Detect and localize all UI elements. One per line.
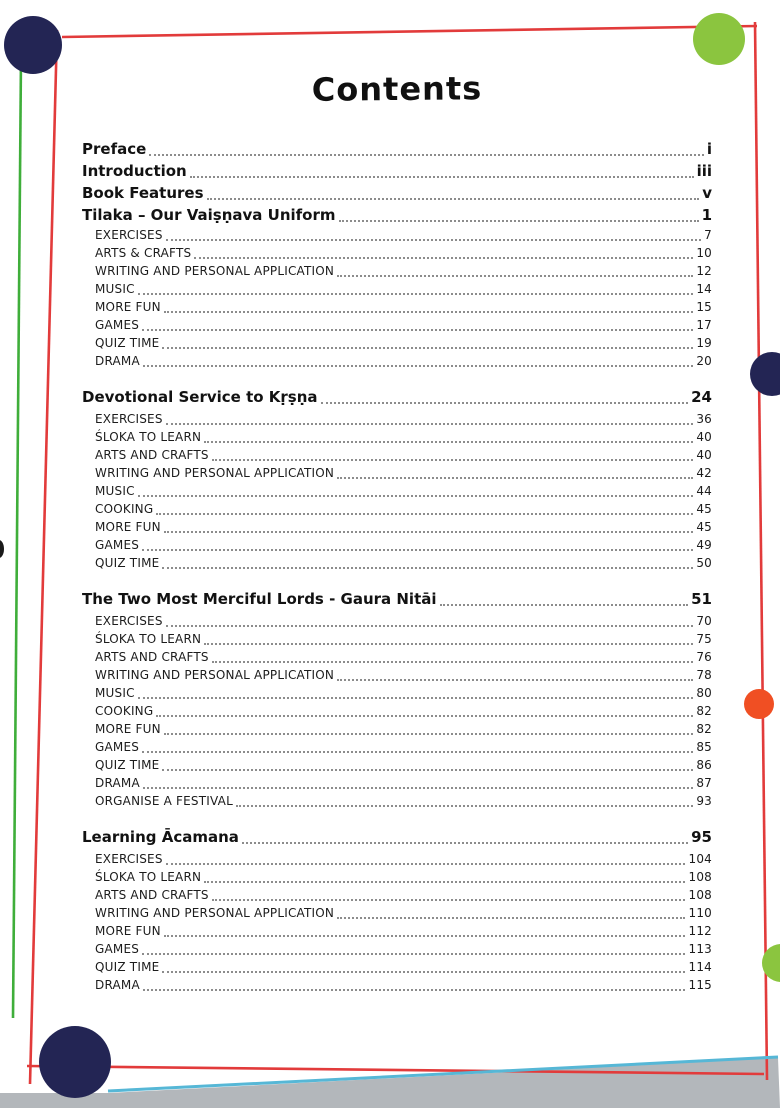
toc-entry-label: Book Features xyxy=(82,184,204,202)
dotted-leader xyxy=(162,971,685,973)
toc-entry-page: 7 xyxy=(704,228,712,242)
toc-group xyxy=(82,386,712,572)
toc-entry-page: 40 xyxy=(696,430,712,444)
toc-entry-page: 44 xyxy=(696,484,712,498)
scan-background-strip xyxy=(0,1058,780,1108)
toc-entry-label: GAMES xyxy=(95,538,140,552)
dotted-leader xyxy=(142,329,693,331)
dotted-leader xyxy=(156,513,693,515)
toc-entry-page: 17 xyxy=(696,318,712,332)
dotted-leader xyxy=(321,402,689,404)
dotted-leader xyxy=(164,733,694,735)
dotted-leader xyxy=(207,198,700,200)
toc-entry-page: 85 xyxy=(696,740,712,754)
toc-entry-label: QUIZ TIME xyxy=(95,758,160,772)
toc-sub-entry xyxy=(82,720,712,738)
green-accent-line xyxy=(13,57,21,1018)
toc-entry-page: 87 xyxy=(696,776,712,790)
toc-entry-page: v xyxy=(702,184,712,202)
toc-entry-label: MORE FUN xyxy=(95,924,161,938)
dotted-leader xyxy=(440,604,689,606)
toc-sub-entry xyxy=(82,886,712,904)
toc-entry-page: 45 xyxy=(696,502,712,516)
toc-entry-label: EXERCISES xyxy=(95,614,163,628)
toc-entry-label: Tilaka – Our Vaiṣṇava Uniform xyxy=(82,206,336,224)
toc-entry-page: 115 xyxy=(688,978,712,992)
red-border-right xyxy=(755,22,767,1080)
dotted-leader xyxy=(236,805,693,807)
toc-entry-label: WRITING AND PERSONAL APPLICATION xyxy=(95,906,335,920)
dotted-leader xyxy=(142,953,685,955)
toc-chapter-entry xyxy=(82,826,712,848)
toc-entry-page: 82 xyxy=(696,704,712,718)
toc-entry-label: Introduction xyxy=(82,162,187,180)
edge-mark xyxy=(0,540,4,558)
toc-sub-entry xyxy=(82,518,712,536)
toc-sub-entry xyxy=(82,940,712,958)
navy-circle-right xyxy=(750,352,780,396)
dotted-leader xyxy=(162,347,693,349)
toc-sub-entry xyxy=(82,226,712,244)
toc-entry-page: 82 xyxy=(696,722,712,736)
dotted-leader xyxy=(142,549,693,551)
dotted-leader xyxy=(143,365,693,367)
toc-entry-page: 75 xyxy=(696,632,712,646)
dotted-leader xyxy=(212,899,686,901)
red-border-left xyxy=(30,30,57,1084)
toc-entry-label: Preface xyxy=(82,140,147,158)
orange-circle-right xyxy=(744,689,774,719)
dotted-leader xyxy=(143,989,686,991)
toc-entry-label: WRITING AND PERSONAL APPLICATION xyxy=(95,668,335,682)
dotted-leader xyxy=(164,935,686,937)
toc-entry-page: 20 xyxy=(696,354,712,368)
toc-entry-label: MORE FUN xyxy=(95,520,161,534)
toc-chapter-entry xyxy=(82,160,712,182)
toc-sub-entry xyxy=(82,316,712,334)
dotted-leader xyxy=(138,697,694,699)
dotted-leader xyxy=(194,257,693,259)
toc-group xyxy=(82,826,712,994)
dotted-leader xyxy=(204,643,693,645)
toc-sub-entry xyxy=(82,536,712,554)
toc-chapter-entry xyxy=(82,588,712,610)
toc-chapter-entry xyxy=(82,204,712,226)
toc-entry-page: 49 xyxy=(696,538,712,552)
contents-page xyxy=(82,70,712,994)
toc-sub-entry xyxy=(82,702,712,720)
toc-sub-entry xyxy=(82,922,712,940)
dotted-leader xyxy=(190,176,694,178)
toc-entry-label: ŚLOKA TO LEARN xyxy=(95,870,202,884)
toc-entry-label: Learning Ācamana xyxy=(82,828,239,846)
toc-entry-page: 45 xyxy=(696,520,712,534)
dotted-leader xyxy=(142,751,693,753)
toc-entry-page: 24 xyxy=(691,388,712,406)
toc-entry-page: 50 xyxy=(696,556,712,570)
red-border-top xyxy=(62,26,757,37)
dotted-leader xyxy=(166,863,686,865)
toc-sub-entry xyxy=(82,774,712,792)
toc-group xyxy=(82,138,712,370)
toc-chapter-entry xyxy=(82,138,712,160)
toc-entry-page: 76 xyxy=(696,650,712,664)
toc-chapter-entry xyxy=(82,182,712,204)
toc-sub-entry xyxy=(82,280,712,298)
dotted-leader xyxy=(156,715,693,717)
toc-entry-label: GAMES xyxy=(95,942,140,956)
toc-sub-entry xyxy=(82,792,712,810)
toc-entry-page: 86 xyxy=(696,758,712,772)
dotted-leader xyxy=(166,423,694,425)
toc-entry-label: EXERCISES xyxy=(95,412,163,426)
toc-sub-entry xyxy=(82,850,712,868)
toc-entry-page: 108 xyxy=(688,888,712,902)
toc-entry-page: 36 xyxy=(696,412,712,426)
dotted-leader xyxy=(164,311,694,313)
toc-entry-label: MORE FUN xyxy=(95,300,161,314)
toc-entry-label: ORGANISE A FESTIVAL xyxy=(95,794,233,808)
toc-entry-label: DRAMA xyxy=(95,776,140,790)
dotted-leader xyxy=(212,459,694,461)
toc-sub-entry xyxy=(82,904,712,922)
toc-entry-label: COOKING xyxy=(95,704,154,718)
toc-entry-page: 70 xyxy=(696,614,712,628)
toc-sub-entry xyxy=(82,446,712,464)
navy-circle-top-left xyxy=(4,16,62,74)
toc-sub-entry xyxy=(82,976,712,994)
dotted-leader xyxy=(166,239,701,241)
toc-entry-label: QUIZ TIME xyxy=(95,960,160,974)
toc-entry-page: 114 xyxy=(688,960,712,974)
dotted-leader xyxy=(149,154,704,156)
navy-circle-bottom-left xyxy=(39,1026,111,1098)
toc-entry-page: 112 xyxy=(688,924,712,938)
toc-entry-label: WRITING AND PERSONAL APPLICATION xyxy=(95,264,335,278)
toc-entry-page: 1 xyxy=(701,206,712,224)
toc-sub-entry xyxy=(82,738,712,756)
toc-entry-page: 15 xyxy=(696,300,712,314)
toc-entry-label: ŚLOKA TO LEARN xyxy=(95,430,202,444)
toc-sub-entry xyxy=(82,500,712,518)
toc-entry-page: 113 xyxy=(688,942,712,956)
toc-entry-label: GAMES xyxy=(95,740,140,754)
toc-sub-entry xyxy=(82,666,712,684)
toc-sub-entry xyxy=(82,756,712,774)
toc-entry-label: WRITING AND PERSONAL APPLICATION xyxy=(95,466,335,480)
toc-chapter-entry xyxy=(82,386,712,408)
toc-entry-label: COOKING xyxy=(95,502,154,516)
toc-entry-page: 93 xyxy=(696,794,712,808)
toc-entry-page: 78 xyxy=(696,668,712,682)
page-title: Contents xyxy=(311,69,483,109)
toc-entry-page: 51 xyxy=(691,590,712,608)
dotted-leader xyxy=(204,881,685,883)
toc-sub-entry xyxy=(82,334,712,352)
toc-sub-entry xyxy=(82,352,712,370)
dotted-leader xyxy=(337,679,693,681)
toc-sub-entry xyxy=(82,684,712,702)
blue-accent-line xyxy=(108,1057,778,1091)
toc-entry-label: The Two Most Merciful Lords - Gaura Nitāi xyxy=(82,590,437,608)
toc-entry-label: GAMES xyxy=(95,318,140,332)
toc-sub-entry xyxy=(82,612,712,630)
toc-sub-entry xyxy=(82,554,712,572)
dotted-leader xyxy=(162,769,693,771)
toc-entry-label: ARTS AND CRAFTS xyxy=(95,888,209,902)
toc-entry-label: EXERCISES xyxy=(95,852,163,866)
toc-entry-label: Devotional Service to Kṛṣṇa xyxy=(82,388,318,406)
toc-sub-entry xyxy=(82,648,712,666)
dotted-leader xyxy=(337,477,693,479)
toc-sub-entry xyxy=(82,868,712,886)
toc-entry-label: QUIZ TIME xyxy=(95,556,160,570)
green-circle-bottom-right xyxy=(762,944,780,982)
toc-entry-label: ŚLOKA TO LEARN xyxy=(95,632,202,646)
toc-entry-page: 104 xyxy=(688,852,712,866)
toc-entry-page: 95 xyxy=(691,828,712,846)
toc-entry-label: ARTS AND CRAFTS xyxy=(95,650,209,664)
red-border-bottom xyxy=(27,1066,764,1074)
dotted-leader xyxy=(166,625,694,627)
toc-entry-page: 108 xyxy=(688,870,712,884)
toc-entry-label: DRAMA xyxy=(95,354,140,368)
toc-entry-label: ARTS & CRAFTS xyxy=(95,246,192,260)
toc-entry-label: MUSIC xyxy=(95,282,135,296)
toc-entry-page: 80 xyxy=(696,686,712,700)
toc-entry-label: ARTS AND CRAFTS xyxy=(95,448,209,462)
toc-entry-page: 40 xyxy=(696,448,712,462)
toc-entry-page: 42 xyxy=(696,466,712,480)
toc-sub-entry xyxy=(82,410,712,428)
toc-entry-label: MORE FUN xyxy=(95,722,161,736)
dotted-leader xyxy=(337,917,685,919)
toc-sub-entry xyxy=(82,464,712,482)
toc-sub-entry xyxy=(82,428,712,446)
toc-entry-label: DRAMA xyxy=(95,978,140,992)
toc-sub-entry xyxy=(82,244,712,262)
toc-entry-page: i xyxy=(706,140,712,158)
toc-entry-page: 14 xyxy=(696,282,712,296)
toc-entry-label: MUSIC xyxy=(95,484,135,498)
toc-sub-entry xyxy=(82,298,712,316)
dotted-leader xyxy=(339,220,699,222)
toc-group xyxy=(82,588,712,810)
toc-entry-label: EXERCISES xyxy=(95,228,163,242)
green-circle-top-right xyxy=(693,13,745,65)
toc-entry-page: 110 xyxy=(688,906,712,920)
toc-entry-page: iii xyxy=(696,162,712,180)
toc-entry-label: MUSIC xyxy=(95,686,135,700)
dotted-leader xyxy=(337,275,693,277)
dotted-leader xyxy=(204,441,693,443)
dotted-leader xyxy=(164,531,694,533)
toc-entry-page: 19 xyxy=(696,336,712,350)
toc-sub-entry xyxy=(82,482,712,500)
dotted-leader xyxy=(242,842,688,844)
dotted-leader xyxy=(162,567,693,569)
dotted-leader xyxy=(143,787,693,789)
dotted-leader xyxy=(212,661,694,663)
toc-sub-entry xyxy=(82,630,712,648)
table-of-contents xyxy=(82,138,712,994)
toc-sub-entry xyxy=(82,262,712,280)
dotted-leader xyxy=(138,293,694,295)
toc-entry-page: 10 xyxy=(696,246,712,260)
toc-entry-label: QUIZ TIME xyxy=(95,336,160,350)
dotted-leader xyxy=(138,495,694,497)
toc-sub-entry xyxy=(82,958,712,976)
toc-entry-page: 12 xyxy=(696,264,712,278)
